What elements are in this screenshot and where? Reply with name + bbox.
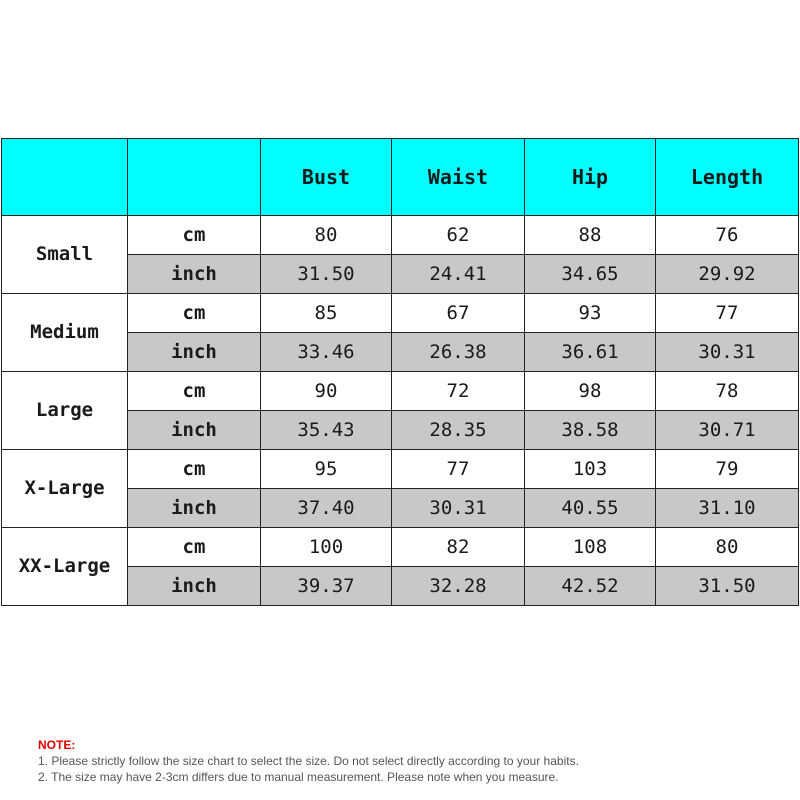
unit-label: inch [128,567,261,606]
length-value: 76 [656,216,799,255]
note-line-2: 2. The size may have 2-3cm differs due to manual measurement. Please note when you measure. [38,770,559,784]
header-cell-hip: Hip [525,139,656,216]
table-row [2,450,799,489]
hip-value: 42.52 [525,567,656,606]
waist-value: 67 [392,294,525,333]
length-value: 77 [656,294,799,333]
hip-value: 36.61 [525,333,656,372]
unit-label: cm [128,528,261,567]
waist-value: 24.41 [392,255,525,294]
length-value: 78 [656,372,799,411]
hip-value: 98 [525,372,656,411]
table-row [2,372,799,411]
hip-value: 108 [525,528,656,567]
bust-value: 85 [261,294,392,333]
hip-value: 93 [525,294,656,333]
length-value: 31.50 [656,567,799,606]
hip-value: 38.58 [525,411,656,450]
waist-value: 26.38 [392,333,525,372]
length-value: 29.92 [656,255,799,294]
table-row [2,528,799,567]
length-value: 30.71 [656,411,799,450]
hip-value: 34.65 [525,255,656,294]
bust-value: 39.37 [261,567,392,606]
unit-label: cm [128,294,261,333]
size-label: Small [2,216,128,294]
bust-value: 100 [261,528,392,567]
hip-value: 88 [525,216,656,255]
bust-value: 31.50 [261,255,392,294]
unit-label: inch [128,411,261,450]
bust-value: 80 [261,216,392,255]
length-value: 31.10 [656,489,799,528]
bust-value: 37.40 [261,489,392,528]
hip-value: 40.55 [525,489,656,528]
unit-label: cm [128,216,261,255]
unit-label: cm [128,450,261,489]
size-label: Large [2,372,128,450]
header-cell-size [2,139,128,216]
bust-value: 95 [261,450,392,489]
waist-value: 30.31 [392,489,525,528]
unit-label: inch [128,489,261,528]
header-cell-unit [128,139,261,216]
note-title: NOTE: [38,738,76,752]
table-row [2,216,799,255]
header-cell-bust: Bust [261,139,392,216]
size-label: X-Large [2,450,128,528]
waist-value: 28.35 [392,411,525,450]
size-chart-table [1,138,799,606]
hip-value: 103 [525,450,656,489]
bust-value: 90 [261,372,392,411]
length-value: 80 [656,528,799,567]
waist-value: 77 [392,450,525,489]
unit-label: inch [128,255,261,294]
bust-value: 33.46 [261,333,392,372]
bust-value: 35.43 [261,411,392,450]
size-label: XX-Large [2,528,128,606]
note-line-1: 1. Please strictly follow the size chart to select the size. Do not select directly according to your habits. [38,754,579,768]
waist-value: 72 [392,372,525,411]
header-cell-waist: Waist [392,139,525,216]
length-value: 79 [656,450,799,489]
unit-label: inch [128,333,261,372]
header-row [2,139,799,216]
table-row [2,294,799,333]
waist-value: 62 [392,216,525,255]
size-label: Medium [2,294,128,372]
note-section [38,737,778,785]
header-cell-length: Length [656,139,799,216]
unit-label: cm [128,372,261,411]
length-value: 30.31 [656,333,799,372]
waist-value: 82 [392,528,525,567]
waist-value: 32.28 [392,567,525,606]
